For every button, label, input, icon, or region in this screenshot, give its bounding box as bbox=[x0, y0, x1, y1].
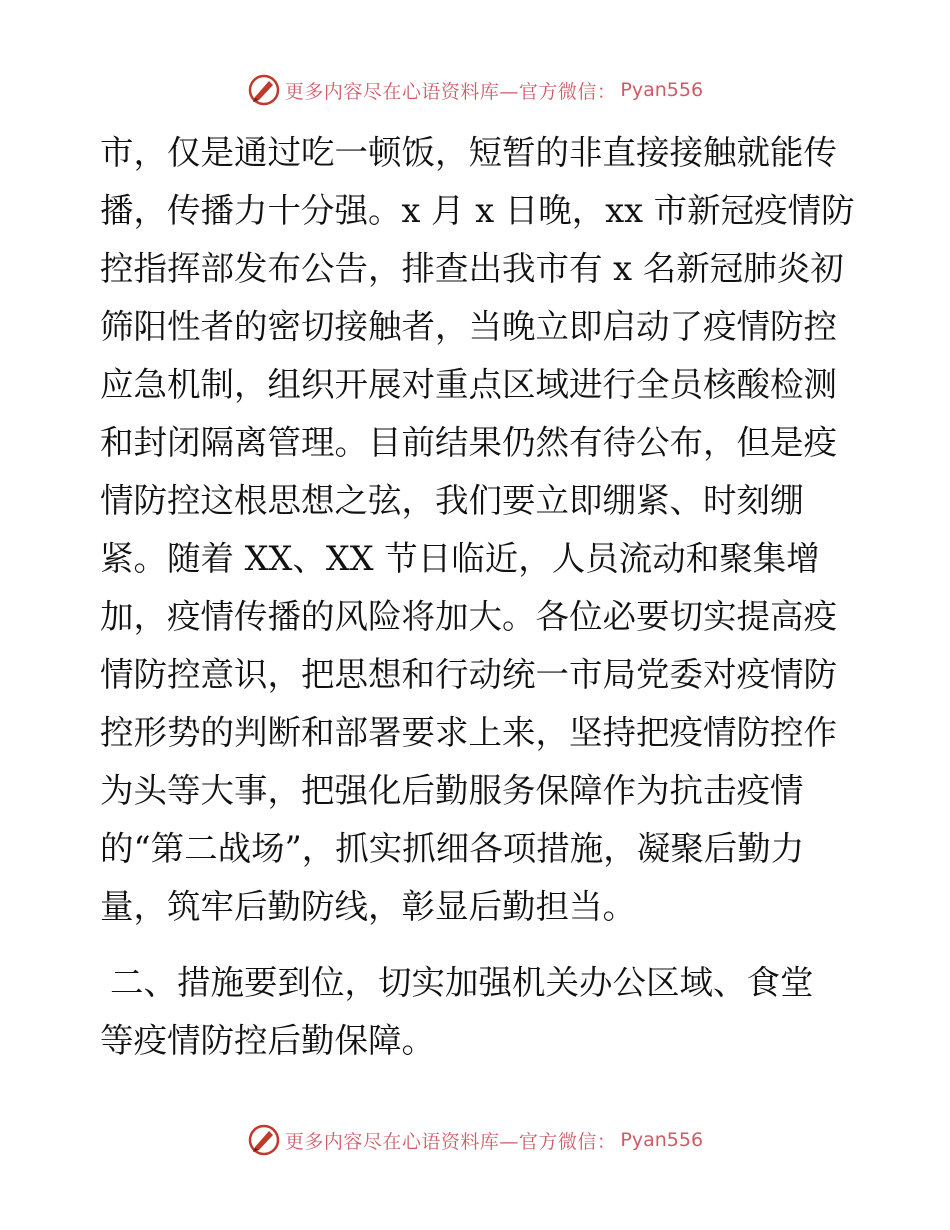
paragraph-line: 播，传播力十分强。x 月 x 日晚，xx 市新冠疫情防 bbox=[100, 191, 855, 230]
paragraph-line: 的“第二战场”，抓实抓细各项措施，凝聚后勤力 bbox=[100, 829, 805, 868]
header-watermark bbox=[0, 70, 950, 110]
watermark-account: Pyan556 bbox=[620, 1129, 704, 1151]
paragraph-line: 筛阳性者的密切接触者，当晚立即启动了疫情防控 bbox=[100, 307, 837, 346]
watermark-text: 更多内容尽在心语资料库—官方微信： bbox=[284, 1130, 617, 1153]
paragraph-line: 市，仅是通过吃一顿饭，短暂的非直接接触就能传 bbox=[100, 133, 837, 172]
paragraph-line: 和封闭隔离管理。目前结果仍然有待公布，但是疫 bbox=[100, 423, 837, 462]
document-body bbox=[100, 124, 860, 1070]
pen-logo-icon bbox=[247, 1123, 281, 1157]
paragraph-line: 应急机制，组织开展对重点区域进行全员核酸检测 bbox=[100, 365, 837, 404]
paragraph-line: 为头等大事，把强化后勤服务保障作为抗击疫情 bbox=[100, 771, 804, 810]
pen-logo-icon bbox=[247, 73, 281, 107]
paragraph-gap bbox=[100, 936, 860, 954]
paragraph-line: 控指挥部发布公告，排查出我市有 x 名新冠肺炎初 bbox=[100, 249, 844, 288]
watermark-account: Pyan556 bbox=[620, 79, 704, 101]
paragraph-line: 控形势的判断和部署要求上来，坚持把疫情防控作 bbox=[100, 713, 837, 752]
section-heading: 二、措施要到位，切实加强机关办公区域、食堂 bbox=[110, 963, 814, 1002]
paragraph-line: 加，疫情传播的风险将加大。各位必要切实提高疫 bbox=[100, 597, 837, 636]
paragraph-line: 量，筑牢后勤防线，彰显后勤担当。 bbox=[100, 887, 636, 926]
watermark-text: 更多内容尽在心语资料库—官方微信： bbox=[284, 80, 617, 103]
section-heading: 等疫情防控后勤保障。 bbox=[100, 1021, 435, 1060]
paragraph-line: 情防控这根思想之弦，我们要立即绷紧、时刻绷 bbox=[100, 481, 804, 520]
paragraph-line: 紧。随着 XX、XX 节日临近，人员流动和聚集增 bbox=[100, 539, 820, 578]
footer-watermark bbox=[0, 1120, 950, 1160]
paragraph-line: 情防控意识，把思想和行动统一市局党委对疫情防 bbox=[100, 655, 837, 694]
